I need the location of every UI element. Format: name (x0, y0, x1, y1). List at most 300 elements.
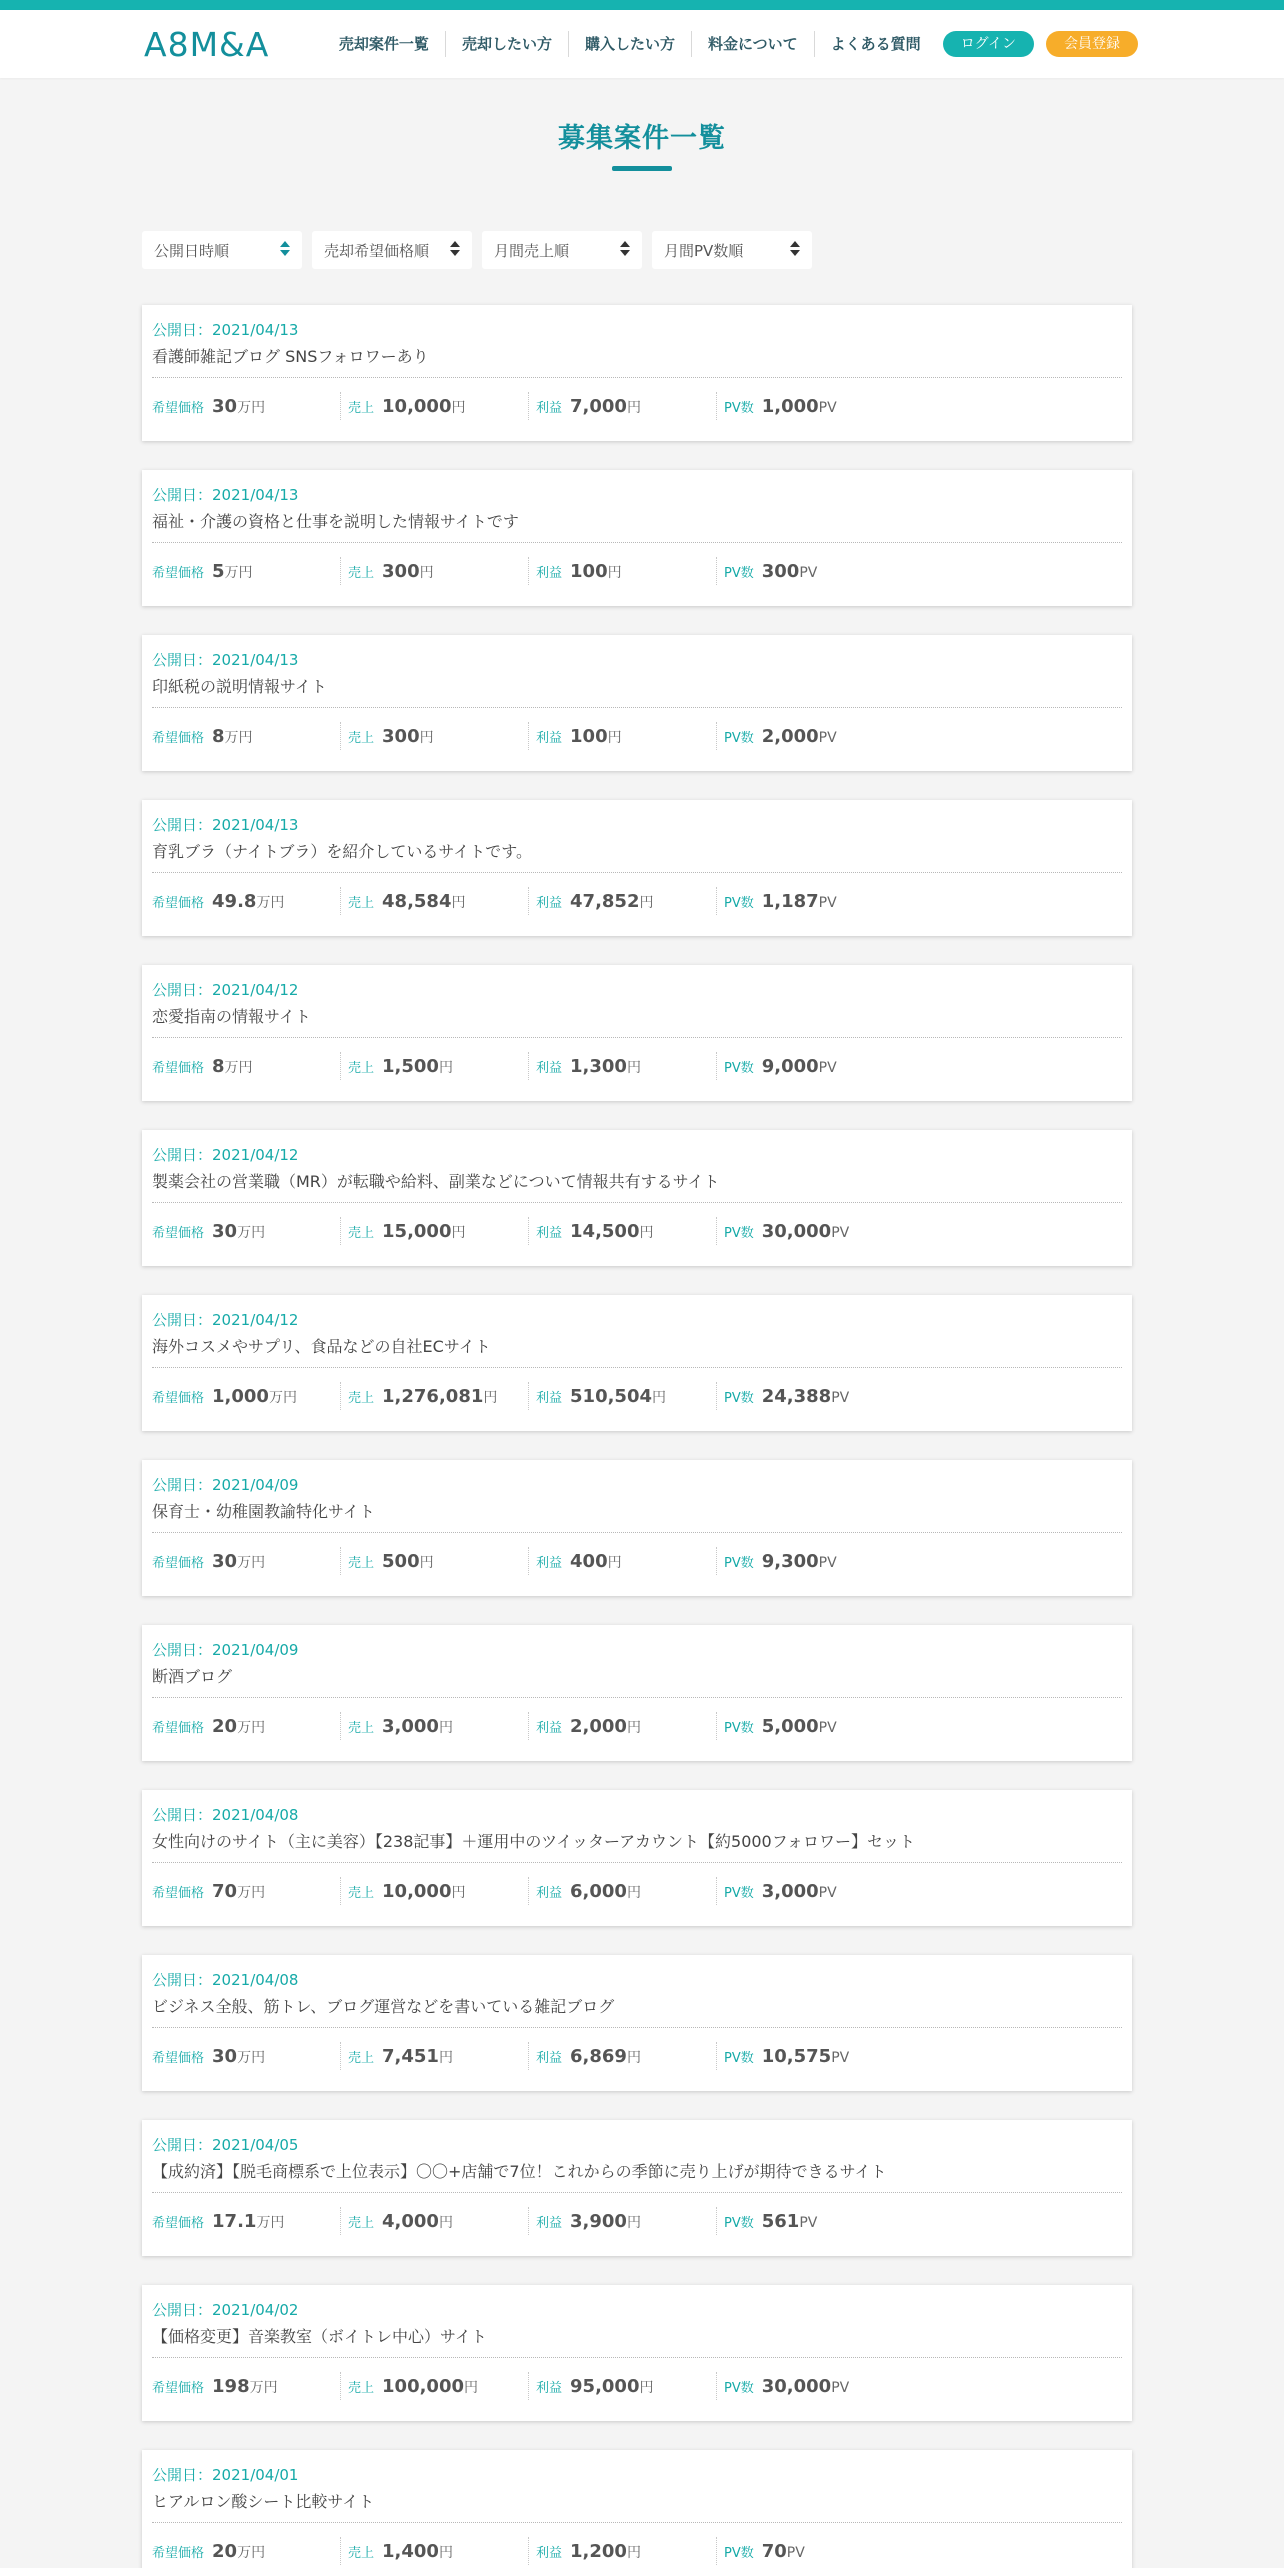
stat-label: PV数 (724, 401, 754, 416)
listing-card[interactable] (142, 965, 1132, 1101)
stat-label: 売上 (348, 566, 375, 581)
stat-value: 1,187 (761, 891, 819, 912)
stat-label: 売上 (348, 2216, 375, 2231)
listing-title: 【成約済】【脱毛商標系で上位表示】〇〇+店舗で7位！これからの季節に売り上げが期待できるサイト (152, 2162, 887, 2181)
stat-label: 利益 (536, 566, 563, 581)
stat-label: 利益 (536, 1886, 563, 1901)
listing-stats (152, 1217, 1122, 1245)
stat-value: 300 (382, 561, 420, 582)
listing-card[interactable] (142, 2120, 1132, 2256)
stat-sales (340, 2372, 528, 2400)
nav-pricing[interactable]: 料金について (691, 31, 814, 57)
stat-unit: 万円 (224, 730, 253, 746)
listing-stats (152, 2537, 1122, 2565)
stat-label: PV数 (724, 1061, 754, 1076)
listing-stats (152, 887, 1122, 915)
stat-sales (340, 557, 528, 585)
stat-label: 売上 (348, 1226, 375, 1241)
stat-label: 希望価格 (152, 731, 205, 746)
stat-value: 30 (212, 2046, 238, 2067)
card-divider (152, 377, 1122, 378)
stat-label: PV数 (724, 566, 754, 581)
stat-unit: 万円 (237, 400, 266, 416)
stat-unit: PV (831, 1390, 850, 1406)
stat-label: 希望価格 (152, 1061, 205, 1076)
listing-date: 公開日：2021/04/08 (152, 1806, 299, 1824)
stat-value: 4,000 (382, 2211, 439, 2232)
stat-unit: 円 (639, 2380, 654, 2396)
stat-pv (716, 2537, 904, 2565)
stat-unit: 万円 (268, 1390, 297, 1406)
stat-label: 売上 (348, 1061, 375, 1076)
stat-value: 8 (212, 726, 225, 747)
stat-label: 希望価格 (152, 2546, 205, 2561)
stat-unit: 万円 (249, 2380, 278, 2396)
stat-price (152, 2042, 340, 2070)
stat-profit (528, 1217, 716, 1245)
listing-title: ビジネス全般、筋トレ、ブログ運営などを書いている雑記ブログ (152, 1997, 615, 2016)
stat-unit: 円 (451, 400, 466, 416)
stat-unit: 円 (438, 2050, 453, 2066)
stat-profit (528, 887, 716, 915)
stat-label: 利益 (536, 2051, 563, 2066)
stat-label: 希望価格 (152, 2381, 205, 2396)
card-divider (152, 872, 1122, 873)
stat-label: 利益 (536, 2381, 563, 2396)
stat-unit: 円 (626, 2545, 641, 2561)
listing-card[interactable] (142, 470, 1132, 606)
stat-label: 売上 (348, 1391, 375, 1406)
site-header (0, 10, 1284, 78)
card-divider (152, 2522, 1122, 2523)
listing-title: 看護師雑記ブログ SNSフォロワーあり (152, 347, 429, 366)
stat-value: 100 (570, 561, 608, 582)
stat-value: 198 (212, 2376, 250, 2397)
card-divider (152, 707, 1122, 708)
stat-label: 利益 (536, 1391, 563, 1406)
card-divider (152, 2357, 1122, 2358)
stat-value: 7,000 (570, 396, 627, 417)
main-nav (323, 31, 1138, 57)
stat-label: 売上 (348, 896, 375, 911)
stat-profit (528, 1547, 716, 1575)
stat-unit: 円 (626, 400, 641, 416)
stat-value: 48,584 (382, 891, 452, 912)
stat-pv (716, 2042, 904, 2070)
stat-value: 6,000 (570, 1881, 627, 1902)
stat-label: 売上 (348, 731, 375, 746)
stat-price (152, 2372, 340, 2400)
listing-card[interactable] (142, 1460, 1132, 1596)
listing-date: 公開日：2021/04/01 (152, 2466, 299, 2484)
stat-value: 10,000 (382, 1881, 452, 1902)
stat-unit: 円 (438, 1720, 453, 1736)
sort-arrows-icon (620, 241, 630, 256)
stat-label: 希望価格 (152, 1556, 205, 1571)
top-accent-bar (0, 0, 1284, 10)
listing-card[interactable] (142, 2285, 1132, 2421)
stat-unit: 円 (639, 1225, 654, 1241)
stat-unit: 万円 (237, 1720, 266, 1736)
stat-sales (340, 392, 528, 420)
stat-value: 95,000 (570, 2376, 640, 2397)
stat-value: 70 (212, 1881, 238, 1902)
stat-value: 49.8 (212, 891, 257, 912)
stat-sales (340, 2537, 528, 2565)
listing-date: 公開日：2021/04/12 (152, 981, 299, 999)
stat-unit: 万円 (224, 1060, 253, 1076)
listing-card[interactable] (142, 1295, 1132, 1431)
listing-title: 保育士・幼稚園教諭特化サイト (152, 1502, 375, 1521)
stat-value: 300 (382, 726, 420, 747)
stat-profit (528, 2372, 716, 2400)
stat-unit: 万円 (237, 1555, 266, 1571)
stat-sales (340, 1877, 528, 1905)
sort-label: 売却希望価格順 (324, 241, 430, 260)
listing-list (142, 305, 1132, 2568)
stat-unit: 円 (626, 1720, 641, 1736)
sort-arrows-icon (450, 241, 460, 256)
card-divider (152, 1367, 1122, 1368)
stat-profit (528, 722, 716, 750)
stat-value: 30,000 (761, 1221, 832, 1242)
stat-unit: 万円 (237, 2050, 266, 2066)
stat-label: 希望価格 (152, 2216, 205, 2231)
listing-title: 海外コスメやサプリ、食品などの自社ECサイト (152, 1337, 491, 1356)
stat-unit: 万円 (237, 1225, 266, 1241)
stat-label: PV数 (724, 1886, 754, 1901)
stat-value: 1,000 (212, 1386, 269, 1407)
card-divider (152, 2027, 1122, 2028)
card-divider (152, 1862, 1122, 1863)
stat-unit: PV (818, 1060, 837, 1076)
listing-date: 公開日：2021/04/12 (152, 1146, 299, 1164)
sort-arrows-icon (280, 241, 290, 256)
stat-unit: 円 (483, 1390, 498, 1406)
stat-sales (340, 1547, 528, 1575)
stat-unit: 円 (607, 565, 622, 581)
stat-sales (340, 1217, 528, 1245)
stat-price (152, 1052, 340, 1080)
stat-label: 利益 (536, 731, 563, 746)
stat-price (152, 557, 340, 585)
stat-label: 利益 (536, 2216, 563, 2231)
sort-arrows-icon (790, 241, 800, 256)
stat-value: 300 (761, 561, 800, 582)
listing-title: 育乳ブラ（ナイトブラ）を紹介しているサイトです。 (152, 842, 533, 861)
stat-sales (340, 1052, 528, 1080)
card-divider (152, 2192, 1122, 2193)
stat-unit: 円 (438, 2215, 453, 2231)
stat-value: 70 (761, 2541, 787, 2562)
listing-title: 製薬会社の営業職（MR）が転職や給料、副業などについて情報共有するサイト (152, 1172, 720, 1191)
stat-label: 売上 (348, 1556, 375, 1571)
stat-value: 30 (212, 1221, 238, 1242)
listing-date: 公開日：2021/04/13 (152, 486, 299, 504)
stat-value: 24,388 (761, 1386, 832, 1407)
stat-label: 売上 (348, 401, 375, 416)
stat-pv (716, 1547, 904, 1575)
stat-sales (340, 722, 528, 750)
stat-value: 1,200 (570, 2541, 627, 2562)
stat-label: 希望価格 (152, 401, 205, 416)
stat-label: 売上 (348, 1886, 375, 1901)
stat-label: PV数 (724, 896, 754, 911)
stat-unit: 円 (626, 1885, 641, 1901)
stat-price (152, 722, 340, 750)
register-button[interactable]: 会員登録 (1046, 31, 1138, 57)
stat-pv (716, 1877, 904, 1905)
stat-label: PV数 (724, 2051, 754, 2066)
stat-value: 5 (212, 561, 225, 582)
sort-label: 公開日時順 (154, 241, 230, 260)
nav-sellers[interactable]: 売却したい方 (445, 31, 568, 57)
stat-unit: PV (831, 2050, 850, 2066)
stat-unit: 円 (652, 1390, 666, 1406)
stat-profit (528, 557, 716, 585)
listing-date: 公開日：2021/04/13 (152, 651, 299, 669)
stat-value: 14,500 (570, 1221, 640, 1242)
stat-label: 売上 (348, 2381, 375, 2396)
stat-unit: 万円 (256, 895, 285, 911)
stat-label: 希望価格 (152, 2051, 205, 2066)
stat-value: 1,300 (570, 1056, 627, 1077)
stat-unit: 円 (438, 2545, 453, 2561)
stat-value: 100,000 (382, 2376, 464, 2397)
stat-label: 利益 (536, 401, 563, 416)
stat-value: 500 (382, 1551, 420, 1572)
listing-stats (152, 1877, 1122, 1905)
stat-unit: 万円 (224, 565, 253, 581)
site-logo[interactable]: A8M&A (144, 24, 270, 64)
stat-value: 10,575 (761, 2046, 832, 2067)
stat-value: 400 (570, 1551, 608, 1572)
stat-label: 利益 (536, 1721, 563, 1736)
listing-stats (152, 557, 1122, 585)
listing-date: 公開日：2021/04/12 (152, 1311, 299, 1329)
stat-profit (528, 1382, 716, 1410)
stat-label: 希望価格 (152, 896, 205, 911)
listing-stats (152, 722, 1122, 750)
stat-value: 9,300 (761, 1551, 819, 1572)
stat-pv (716, 392, 904, 420)
stat-value: 2,000 (570, 1716, 627, 1737)
stat-pv (716, 2372, 904, 2400)
stat-value: 561 (761, 2211, 800, 2232)
stat-unit: 円 (419, 1555, 434, 1571)
stat-price (152, 887, 340, 915)
sort-label: 月間売上順 (494, 241, 570, 260)
stat-label: 利益 (536, 1226, 563, 1241)
stat-pv (716, 2207, 904, 2235)
sort-by-pv[interactable] (652, 231, 812, 269)
stat-unit: PV (786, 2545, 805, 2561)
stat-unit: 円 (626, 1060, 641, 1076)
stat-price (152, 1382, 340, 1410)
stat-unit: 円 (639, 895, 654, 911)
stat-unit: PV (831, 2380, 850, 2396)
stat-value: 6,869 (570, 2046, 627, 2067)
listing-date: 公開日：2021/04/02 (152, 2301, 299, 2319)
listing-card[interactable] (142, 1955, 1132, 2091)
stat-unit: PV (799, 2215, 818, 2231)
listing-stats (152, 2042, 1122, 2070)
listing-date: 公開日：2021/04/13 (152, 321, 299, 339)
listing-stats (152, 1382, 1122, 1410)
listing-title: 印紙税の説明情報サイト (152, 677, 327, 696)
stat-value: 1,500 (382, 1056, 439, 1077)
stat-value: 2,000 (761, 726, 819, 747)
stat-value: 1,000 (761, 396, 819, 417)
stat-value: 8 (212, 1056, 225, 1077)
stat-unit: 万円 (237, 1885, 266, 1901)
card-divider (152, 1037, 1122, 1038)
stat-profit (528, 2042, 716, 2070)
sort-bar (142, 231, 1284, 269)
listing-card[interactable] (142, 1130, 1132, 1266)
stat-sales (340, 2042, 528, 2070)
stat-value: 20 (212, 1716, 238, 1737)
stat-value: 15,000 (382, 1221, 452, 1242)
stat-unit: 円 (607, 730, 622, 746)
stat-label: 希望価格 (152, 1721, 205, 1736)
listing-stats (152, 1052, 1122, 1080)
stat-price (152, 1712, 340, 1740)
stat-unit: 万円 (237, 2545, 266, 2561)
listing-date: 公開日：2021/04/09 (152, 1476, 299, 1494)
stat-label: 希望価格 (152, 566, 205, 581)
stat-unit: 円 (438, 1060, 453, 1076)
sort-by-sales[interactable] (482, 231, 642, 269)
nav-faq[interactable]: よくある質問 (814, 31, 937, 57)
stat-price (152, 1217, 340, 1245)
stat-label: 利益 (536, 896, 563, 911)
listing-title: 女性向けのサイト（主に美容）【238記事】＋運用中のツイッターアカウント【約5000フォロワー】セット (152, 1832, 915, 1851)
stat-sales (340, 887, 528, 915)
stat-label: 利益 (536, 2546, 563, 2561)
stat-profit (528, 392, 716, 420)
stat-unit: PV (799, 565, 818, 581)
stat-label: PV数 (724, 2381, 754, 2396)
card-divider (152, 542, 1122, 543)
title-underline (612, 166, 672, 171)
stat-value: 30,000 (761, 2376, 832, 2397)
stat-unit: PV (818, 730, 837, 746)
stat-label: 売上 (348, 2546, 375, 2561)
stat-pv (716, 722, 904, 750)
nav-listings[interactable]: 売却案件一覧 (338, 35, 429, 53)
stat-pv (716, 887, 904, 915)
stat-label: 希望価格 (152, 1886, 205, 1901)
listing-card[interactable] (142, 1625, 1132, 1761)
stat-profit (528, 1052, 716, 1080)
stat-unit: 円 (419, 730, 434, 746)
stat-label: PV数 (724, 731, 754, 746)
stat-unit: 万円 (256, 2215, 285, 2231)
stat-label: PV数 (724, 1556, 754, 1571)
listing-date: 公開日：2021/04/13 (152, 816, 299, 834)
listing-date: 公開日：2021/04/08 (152, 1971, 299, 1989)
stat-value: 100 (570, 726, 608, 747)
stat-unit: 円 (451, 1225, 466, 1241)
listing-card[interactable] (142, 305, 1132, 441)
listing-card[interactable] (142, 635, 1132, 771)
listing-card[interactable] (142, 800, 1132, 936)
listing-date: 公開日：2021/04/09 (152, 1641, 299, 1659)
stat-label: 利益 (536, 1061, 563, 1076)
stat-unit: 円 (607, 1555, 622, 1571)
stat-pv (716, 1217, 904, 1245)
stat-unit: PV (818, 1720, 837, 1736)
stat-unit: 円 (464, 2380, 478, 2396)
stat-value: 17.1 (212, 2211, 257, 2232)
sort-by-price[interactable] (312, 231, 472, 269)
stat-sales (340, 2207, 528, 2235)
listing-title: ヒアルロン酸シート比較サイト (152, 2492, 375, 2511)
stat-pv (716, 1712, 904, 1740)
sort-by-date[interactable] (142, 231, 302, 269)
stat-profit (528, 2537, 716, 2565)
listing-card[interactable] (142, 2450, 1132, 2568)
stat-label: PV数 (724, 2546, 754, 2561)
stat-pv (716, 1382, 904, 1410)
stat-unit: PV (818, 1555, 837, 1571)
login-button[interactable]: ログイン (943, 31, 1034, 57)
stat-unit: 円 (451, 1885, 466, 1901)
stat-value: 1,400 (382, 2541, 439, 2562)
stat-profit (528, 2207, 716, 2235)
listing-card[interactable] (142, 1790, 1132, 1926)
stat-value: 3,000 (382, 1716, 439, 1737)
stat-label: 売上 (348, 1721, 375, 1736)
stat-unit: PV (818, 1885, 837, 1901)
stat-unit: 円 (419, 565, 434, 581)
stat-pv (716, 557, 904, 585)
listing-stats (152, 392, 1122, 420)
stat-unit: PV (818, 400, 837, 416)
listing-title: 恋愛指南の情報サイト (152, 1007, 311, 1026)
listing-stats (152, 2207, 1122, 2235)
card-divider (152, 1532, 1122, 1533)
stat-sales (340, 1382, 528, 1410)
stat-value: 30 (212, 1551, 238, 1572)
stat-value: 510,504 (570, 1386, 652, 1407)
stat-sales (340, 1712, 528, 1740)
nav-buyers[interactable]: 購入したい方 (568, 31, 691, 57)
stat-label: 売上 (348, 2051, 375, 2066)
stat-value: 3,900 (570, 2211, 627, 2232)
stat-label: PV数 (724, 1721, 754, 1736)
stat-value: 5,000 (761, 1716, 819, 1737)
stat-label: 希望価格 (152, 1226, 205, 1241)
stat-value: 30 (212, 396, 238, 417)
page-title: 募集案件一覧 (558, 123, 726, 154)
stat-pv (716, 1052, 904, 1080)
stat-price (152, 392, 340, 420)
stat-value: 20 (212, 2541, 238, 2562)
stat-value: 47,852 (570, 891, 640, 912)
stat-label: PV数 (724, 1226, 754, 1241)
listing-stats (152, 1712, 1122, 1740)
stat-profit (528, 1712, 716, 1740)
listing-stats (152, 1547, 1122, 1575)
stat-unit: 円 (451, 895, 466, 911)
stat-price (152, 1547, 340, 1575)
stat-unit: PV (831, 1225, 850, 1241)
stat-value: 3,000 (761, 1881, 819, 1902)
listing-title: 福祉・介護の資格と仕事を説明した情報サイトです (152, 512, 519, 531)
card-divider (152, 1202, 1122, 1203)
